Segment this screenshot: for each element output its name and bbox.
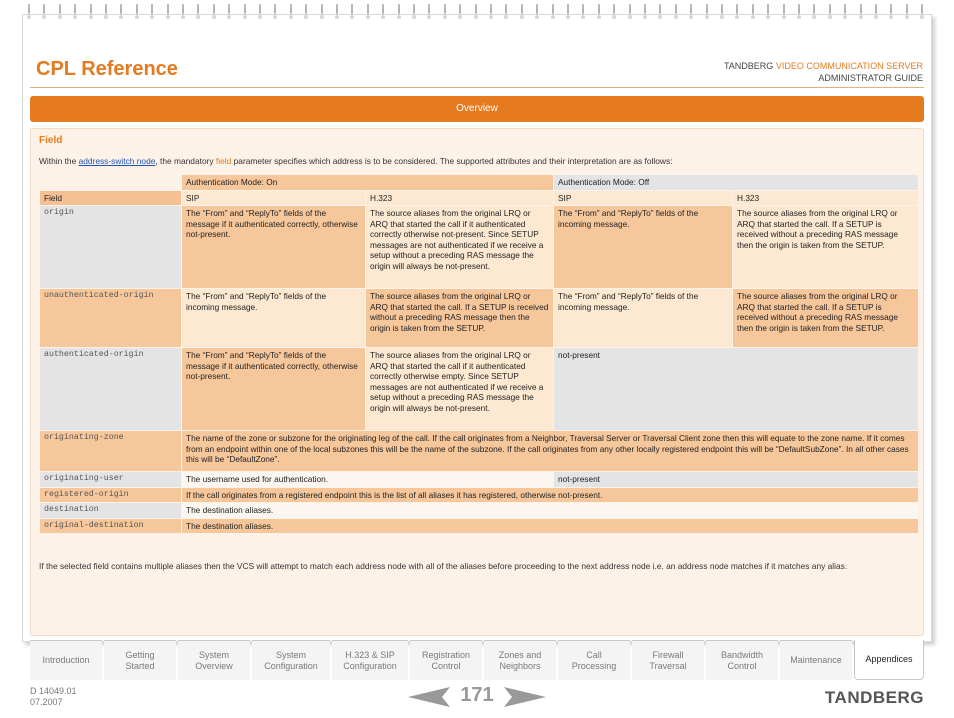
- tab-label: Getting Started: [125, 649, 155, 671]
- binder-ring: [613, 4, 615, 14]
- binder-ring: [413, 4, 415, 14]
- tab-label: System Overview: [195, 649, 233, 671]
- binder-ring: [244, 4, 246, 14]
- binder-ring: [813, 4, 815, 14]
- tab-appendices[interactable]: [854, 640, 924, 680]
- table-cell: The “From” and “ReplyTo” fields of the incoming message.: [554, 206, 732, 288]
- tab-label: Zones and Neighbors: [498, 649, 542, 671]
- table-corner: [40, 175, 181, 190]
- binder-ring: [90, 4, 92, 14]
- table-cell: The source aliases from the original LRQ or ARQ that started the call if it authenticated correctly otherwise not-present. Since SETUP messages are not authenticated if we receive a setup without a preceding RAS message the origin will always be not-present.: [366, 206, 553, 288]
- table-row: [40, 519, 918, 534]
- table-cell: The “From” and “ReplyTo” fields of the incoming message.: [554, 289, 732, 347]
- binder-ring: [860, 4, 862, 14]
- field-name: originating-zone: [40, 431, 181, 471]
- table-cell: If the call originates from a registered endpoint this is the list of all aliases it has registered, otherwise not-present.: [182, 488, 918, 503]
- binder-ring: [59, 4, 61, 14]
- binder-ring: [829, 4, 831, 14]
- binder-ring: [459, 4, 461, 14]
- binder-ring: [844, 4, 846, 14]
- binder-ring: [644, 4, 646, 14]
- tab-maintenance[interactable]: [780, 640, 852, 680]
- tab-zones-and-neighbors[interactable]: [484, 640, 556, 680]
- binder-ring: [336, 4, 338, 14]
- tab-label: H.323 & SIP Configuration: [343, 649, 397, 671]
- binder-ring: [290, 4, 292, 14]
- intro-text: parameter specifies which address is to be considered. The supported attributes and their interpretation are as follows:: [231, 156, 673, 166]
- binder-ring: [875, 4, 877, 14]
- binder-ring: [783, 4, 785, 14]
- table-cell: not-present: [554, 472, 918, 487]
- binder-ring: [321, 4, 323, 14]
- binder-ring: [151, 4, 153, 14]
- binder-ring: [136, 4, 138, 14]
- field-name: registered-origin: [40, 488, 181, 503]
- binder-ring: [105, 4, 107, 14]
- column-header-sip-off: SIP: [554, 191, 732, 206]
- binder-rings: [28, 4, 928, 24]
- tab-introduction[interactable]: [30, 640, 102, 680]
- tab-call-processing[interactable]: [558, 640, 630, 680]
- field-keyword: field: [215, 156, 232, 166]
- table-row: [40, 348, 918, 430]
- chapter-tabs: [22, 640, 932, 682]
- binder-ring: [120, 4, 122, 14]
- doc-number: D 14049.01: [30, 686, 77, 696]
- binder-ring: [536, 4, 538, 14]
- table-row: [40, 175, 918, 190]
- binder-ring: [505, 4, 507, 14]
- column-header-sip-on: SIP: [182, 191, 365, 206]
- binder-ring: [213, 4, 215, 14]
- binder-ring: [721, 4, 723, 14]
- brand-subtitle: ADMINISTRATOR GUIDE: [818, 73, 923, 83]
- table-cell: The source aliases from the original LRQ or ARQ that started the call if it authenticated correctly otherwise empty. Since SETUP messages are not authenticated if we receive a setup without a preceding RAS message the origin will always be not-present.: [366, 348, 553, 430]
- table-cell: The source aliases from the original LRQ or ARQ that started the call. If a SETUP is received without a preceding RAS message then the origin is taken from the SETUP.: [366, 289, 553, 347]
- right-arrow-icon[interactable]: [504, 687, 546, 707]
- brand-header: [724, 60, 923, 84]
- column-header-h323-on: H.323: [366, 191, 553, 206]
- column-header-h323-off: H.323: [733, 191, 918, 206]
- table-cell: The destination aliases.: [182, 503, 918, 518]
- binder-ring: [921, 4, 923, 14]
- tab-registration-control[interactable]: [410, 640, 482, 680]
- table-cell: not-present: [554, 348, 918, 430]
- field-name: destination: [40, 503, 181, 518]
- binder-ring: [659, 4, 661, 14]
- binder-ring: [382, 4, 384, 14]
- binder-ring: [906, 4, 908, 14]
- field-name: authenticated-origin: [40, 348, 181, 430]
- section-banner: Overview: [30, 96, 924, 122]
- tab-label: Call Processing: [571, 649, 617, 671]
- content-panel: [30, 128, 924, 636]
- binder-ring: [706, 4, 708, 14]
- table-row: [40, 206, 918, 288]
- binder-ring: [629, 4, 631, 14]
- table-cell: The name of the zone or subzone for the originating leg of the call. If the call originates from a Neighbor, Traversal Server or Traversal Client zone then this will equate to the zone name. If it comes from an endpoint within one of the local subzones this will be the name of the subzone. If the call originates from any other locally registered endpoint this will be “DefaultSubZone”. In all other cases this will be “DefaultZone”.: [182, 431, 918, 471]
- table-cell: The source aliases from the original LRQ or ARQ that started the call. If a SETUP is received without a preceding RAS message then the origin is taken from the SETUP.: [733, 289, 918, 347]
- binder-ring: [736, 4, 738, 14]
- table-cell: The username used for authentication.: [182, 472, 553, 487]
- field-name: unauthenticated-origin: [40, 289, 181, 347]
- binder-ring: [752, 4, 754, 14]
- binder-ring: [182, 4, 184, 14]
- tab-label: Introduction: [42, 655, 90, 665]
- section-heading: Field: [39, 135, 63, 146]
- tab-firewall-traversal[interactable]: [632, 640, 704, 680]
- binder-ring: [167, 4, 169, 14]
- binder-ring: [767, 4, 769, 14]
- binder-ring: [367, 4, 369, 14]
- brand-product: VIDEO COMMUNICATION SERVER: [775, 61, 923, 71]
- table-row: [40, 431, 918, 471]
- binder-ring: [598, 4, 600, 14]
- binder-ring: [582, 4, 584, 14]
- field-name: origin: [40, 206, 181, 288]
- intro-text: , the mandatory: [155, 156, 216, 166]
- binder-ring: [444, 4, 446, 14]
- binder-ring: [428, 4, 430, 14]
- tab-getting-started[interactable]: [104, 640, 176, 680]
- table-row: [40, 503, 918, 518]
- left-arrow-icon[interactable]: [408, 687, 450, 707]
- binder-ring: [274, 4, 276, 14]
- tab-h323-sip-configuration[interactable]: [332, 640, 408, 680]
- table-row: [40, 191, 918, 206]
- tab-label: System Configuration: [264, 649, 318, 671]
- binder-ring: [567, 4, 569, 14]
- binder-ring: [197, 4, 199, 14]
- tab-label: Appendices: [865, 654, 913, 664]
- binder-ring: [521, 4, 523, 14]
- table-cell: The source aliases from the original LRQ or ARQ that started the call. If a SETUP is received without a preceding RAS message then the origin is taken from the SETUP.: [733, 206, 918, 288]
- column-header-field: Field: [40, 191, 181, 206]
- field-name: originating-user: [40, 472, 181, 487]
- binder-ring: [398, 4, 400, 14]
- table-row: [40, 488, 918, 503]
- tab-label: Registration Control: [421, 649, 471, 671]
- page-number: 171: [460, 684, 494, 706]
- field-table: [39, 174, 919, 534]
- binder-ring: [28, 4, 30, 14]
- closing-paragraph: If the selected field contains multiple aliases then the VCS will attempt to match each address node with all of the aliases before proceeding to the next address node i.e. an address node matches if it matches any alias.: [39, 561, 848, 571]
- binder-ring: [351, 4, 353, 14]
- address-switch-link[interactable]: address-switch node: [78, 156, 156, 166]
- header-rule: [30, 87, 924, 88]
- table-cell: The “From” and “ReplyTo” fields of the incoming message.: [182, 289, 365, 347]
- intro-paragraph: [39, 156, 917, 166]
- page-navigator: [408, 684, 548, 710]
- tab-system-overview[interactable]: [178, 640, 250, 680]
- tab-bandwidth-control[interactable]: [706, 640, 778, 680]
- binder-ring: [74, 4, 76, 14]
- intro-text: Within the: [39, 156, 79, 166]
- doc-date: 07.2007: [30, 697, 63, 707]
- binder-ring: [675, 4, 677, 14]
- table-cell: The destination aliases.: [182, 519, 918, 534]
- group-header-auth-on: Authentication Mode: On: [182, 175, 553, 190]
- table-row: [40, 289, 918, 347]
- table-cell: The “From” and “ReplyTo” fields of the message if it authenticated correctly, otherwise not-present.: [182, 206, 365, 288]
- tab-label: Maintenance: [790, 655, 842, 665]
- tab-label: Bandwidth Control: [720, 649, 764, 671]
- binder-ring: [259, 4, 261, 14]
- document-id: [30, 686, 77, 708]
- tab-label: Firewall Traversal: [649, 649, 687, 671]
- binder-ring: [690, 4, 692, 14]
- tandberg-logo: TANDBERG: [824, 688, 924, 707]
- group-header-auth-off: Authentication Mode: Off: [554, 175, 918, 190]
- binder-ring: [43, 4, 45, 14]
- binder-ring: [305, 4, 307, 14]
- field-name: original-destination: [40, 519, 181, 534]
- brand-prefix: TANDBERG: [723, 61, 776, 71]
- binder-ring: [228, 4, 230, 14]
- binder-ring: [798, 4, 800, 14]
- tab-system-configuration[interactable]: [252, 640, 330, 680]
- page-title: CPL Reference: [36, 58, 178, 80]
- binder-ring: [475, 4, 477, 14]
- binder-ring: [890, 4, 892, 14]
- table-row: [40, 472, 918, 487]
- table-cell: The “From” and “ReplyTo” fields of the message if it authenticated correctly, otherwise not-present.: [182, 348, 365, 430]
- binder-ring: [552, 4, 554, 14]
- binder-ring: [490, 4, 492, 14]
